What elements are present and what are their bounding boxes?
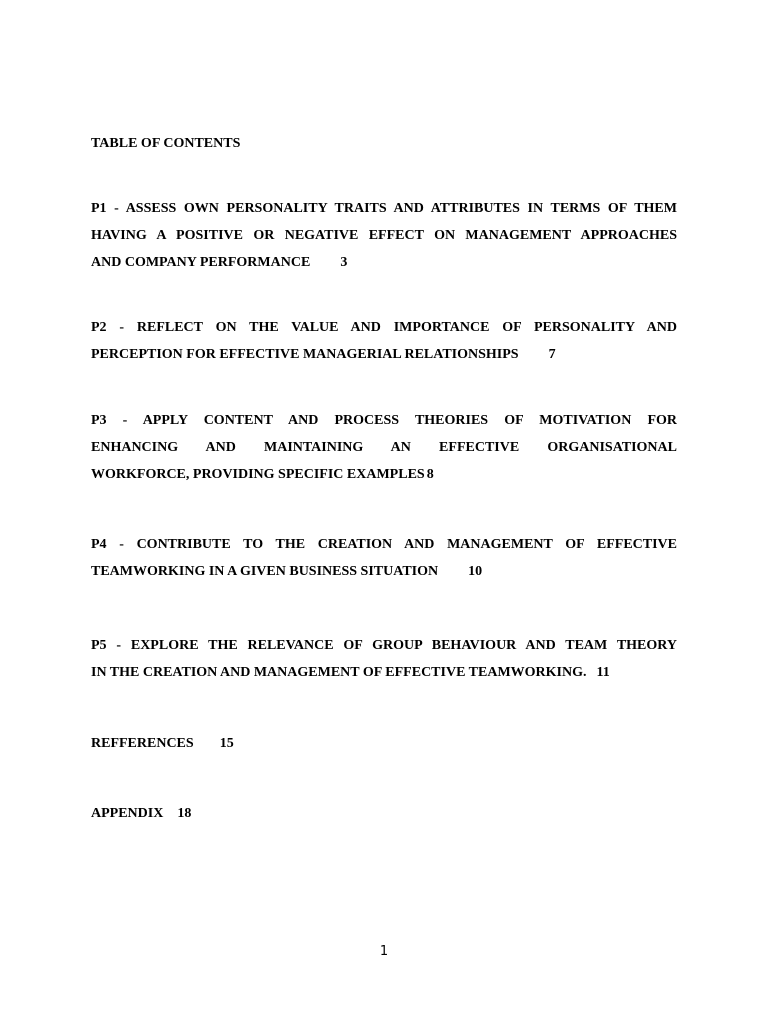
toc-page-number: 11	[596, 665, 610, 680]
toc-page-number: 15	[219, 736, 234, 751]
toc-entry-line-last	[91, 249, 677, 276]
toc-entry-line-last	[91, 461, 677, 488]
toc-page-number: 8	[426, 467, 434, 482]
toc-page-number: 10	[468, 564, 483, 579]
toc-entry-line: P4 - CONTRIBUTE TO THE CREATION AND MANAGEMENT OF EFFECTIVE	[91, 537, 677, 552]
toc-entry-references	[91, 730, 677, 757]
toc-entry-line-last	[91, 730, 677, 757]
toc-entry-p2	[91, 314, 677, 368]
toc-entry-line: P2 - REFLECT ON THE VALUE AND IMPORTANCE OF PERSONALITY AND	[91, 320, 677, 335]
toc-entry-line: P3 - APPLY CONTENT AND PROCESS THEORIES OF MOTIVATION FOR	[91, 413, 677, 428]
page-number: 1	[379, 944, 389, 959]
toc-entry-line-last	[91, 659, 677, 686]
toc-entry-line: P1 - ASSESS OWN PERSONALITY TRAITS AND ATTRIBUTES IN TERMS OF THEM	[91, 201, 677, 216]
toc-entry-text: REFFERENCES	[91, 736, 194, 751]
toc-entry-line-last	[91, 341, 677, 368]
toc-page-number: 18	[177, 806, 192, 821]
toc-entry-text: TEAMWORKING IN A GIVEN BUSINESS SITUATION	[91, 564, 439, 579]
toc-entry-p1	[91, 195, 677, 276]
toc-entry-text: WORKFORCE, PROVIDING SPECIFIC EXAMPLES	[91, 467, 425, 482]
toc-entry-line: ENHANCING AND MAINTAINING AN EFFECTIVE ORGANISATIONAL	[91, 440, 677, 455]
toc-entry-p5	[91, 632, 677, 686]
toc-entry-text: IN THE CREATION AND MANAGEMENT OF EFFECTIVE TEAMWORKING.	[91, 665, 587, 680]
toc-page-number: 7	[548, 347, 556, 362]
toc-entry-line: HAVING A POSITIVE OR NEGATIVE EFFECT ON MANAGEMENT APPROACHES	[91, 228, 677, 243]
toc-entry-text: APPENDIX	[91, 806, 164, 821]
toc-title: TABLE OF CONTENTS	[91, 136, 241, 151]
toc-entry-line-last	[91, 558, 677, 585]
toc-entry-text: AND COMPANY PERFORMANCE	[91, 255, 311, 270]
toc-entry-p3	[91, 407, 677, 488]
toc-entry-appendix	[91, 800, 677, 827]
toc-entry-text: PERCEPTION FOR EFFECTIVE MANAGERIAL RELATIONSHIPS	[91, 347, 519, 362]
toc-entry-p4	[91, 531, 677, 585]
toc-page-number: 3	[340, 255, 348, 270]
toc-entry-line-last	[91, 800, 677, 827]
toc-entry-line: P5 - EXPLORE THE RELEVANCE OF GROUP BEHAVIOUR AND TEAM THEORY	[91, 638, 677, 653]
